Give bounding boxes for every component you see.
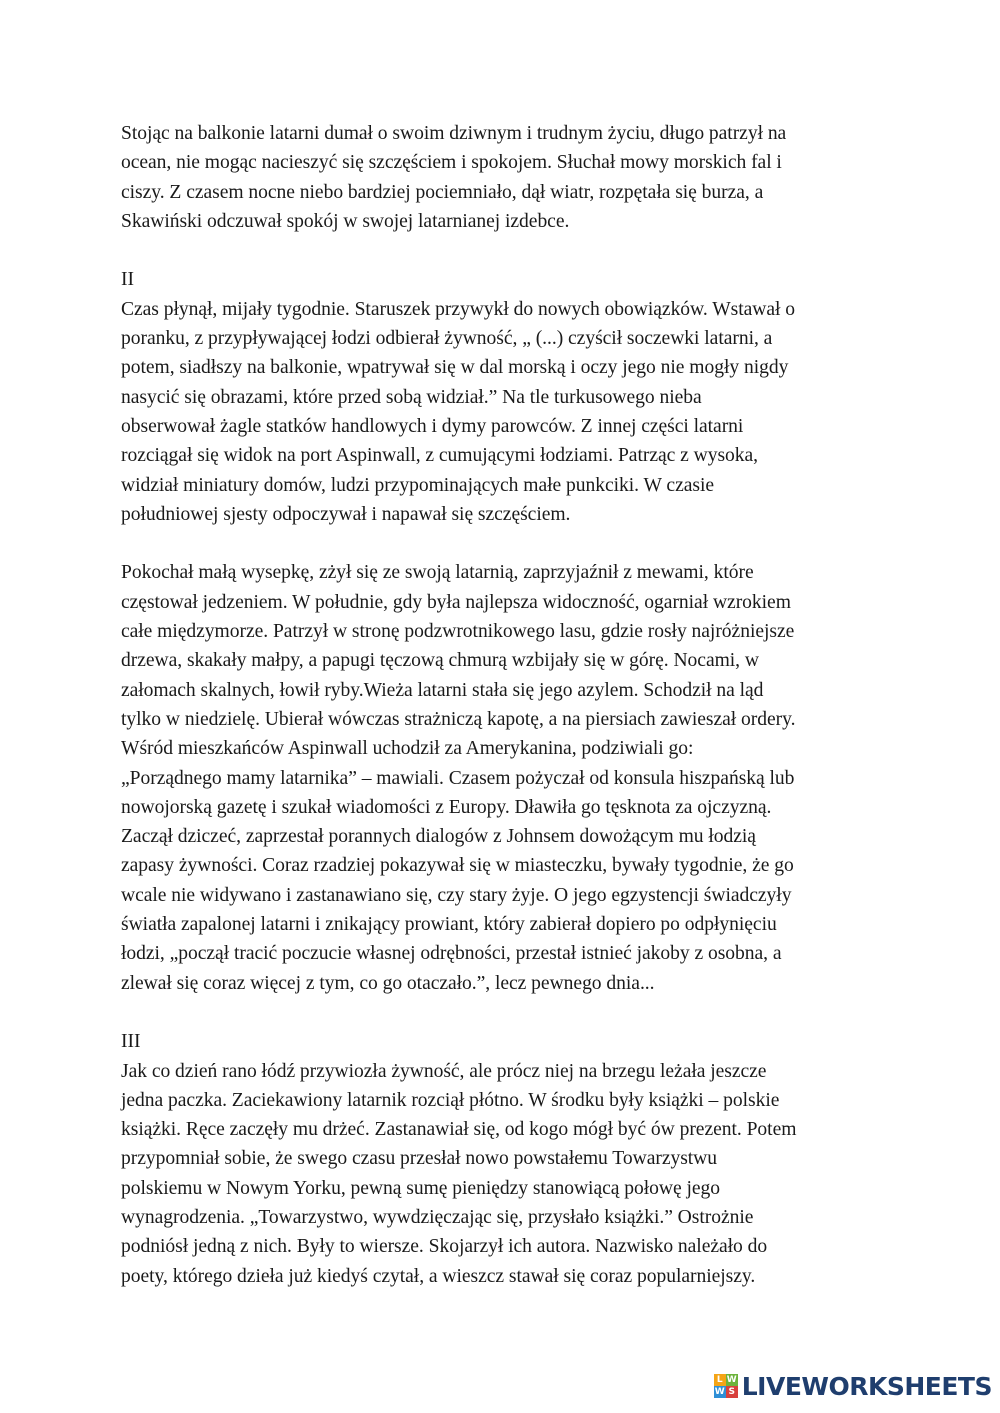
liveworksheets-branding[interactable] <box>714 1371 992 1401</box>
text-line: załomach skalnych, łowił ryby.Wieża latarni stała się jego azylem. Schodził na ląd <box>121 679 764 701</box>
section-heading: II <box>121 269 134 291</box>
text-line: rozciągał się widok na port Aspinwall, z cumującymi łodziami. Patrząc z wysoka, <box>121 445 759 467</box>
text-line: południowej sjesty odpoczywał i napawał się szczęściem. <box>121 503 571 525</box>
text-line: potem, siadłszy na balkonie, wpatrywał się w dal morską i oczy jego nie mogły nigdy <box>121 357 789 379</box>
text-line: obserwował żagle statków handlowych i dymy parowców. Z innej części latarni <box>121 415 744 437</box>
text-line: nowojorską gazetę i szukał wiadomości z Europy. Dławiła go tęsknota za ojczyzną. <box>121 796 772 818</box>
text-line: wynagrodzenia. „Towarzystwo, wywdzięczając się, przysłało książki.” Ostrożnie <box>121 1206 754 1228</box>
text-line: drzewa, skakały małpy, a papugi tęczową chmurą wzbijały się w górę. Nocami, w <box>121 650 759 672</box>
text-line: całe międzymorze. Patrzył w stronę podzwrotnikowego lasu, gdzie rosły najróżniejsze <box>121 621 795 643</box>
paragraph <box>121 1027 891 1291</box>
paragraph-spacer <box>121 998 891 1027</box>
text-line: jedna paczka. Zaciekawiony latarnik rozciął płótno. W środku były książki – polskie <box>121 1089 780 1111</box>
text-line: światła zapalonej latarni i znikający prowiant, który zabierał dopiero po odpłynięciu <box>121 914 777 936</box>
text-line: Wśród mieszkańców Aspinwall uchodził za Amerykanina, podziwiali go: <box>121 738 694 760</box>
text-line: książki. Ręce zaczęły mu drżeć. Zastanawiał się, od kogo mógł być ów prezent. Potem <box>121 1119 797 1141</box>
section-heading: III <box>121 1031 141 1053</box>
text-line: poety, którego dzieła już kiedyś czytał, a wieszcz stawał się coraz popularniejszy. <box>121 1265 756 1287</box>
text-line: Jak co dzień rano łódź przywiozła żywność, ale prócz niej na brzegu leżała jeszcze <box>121 1060 767 1082</box>
text-line: Zaczął dziczeć, zaprzestał porannych dialogów z Johnsem dowożącym mu łodzią <box>121 826 756 848</box>
document-body <box>121 119 891 1291</box>
text-line: podniósł jedną z nich. Były to wiersze. Skojarzył ich autora. Nazwisko należało do <box>121 1236 768 1258</box>
text-line: wcale nie widywano i zastanawiano się, czy stary żyje. O jego egzystencji świadczyły <box>121 884 792 906</box>
logo-tile: S <box>726 1386 738 1398</box>
text-line: nasycić się obrazami, które przed sobą widział.” Na tle turkusowego nieba <box>121 386 702 408</box>
paragraph-spacer <box>121 236 891 265</box>
text-line: widział miniatury domów, ludzi przypominających małe punkciki. W czasie <box>121 474 714 496</box>
liveworksheets-logo-icon <box>714 1374 738 1398</box>
text-line: częstował jedzeniem. W południe, gdy była najlepsza widoczność, ogarniał wzrokiem <box>121 591 791 613</box>
paragraph-spacer <box>121 529 891 558</box>
text-line: Stojąc na balkonie latarni dumał o swoim dziwnym i trudnym życiu, długo patrzył na <box>121 123 787 144</box>
text-line: zapasy żywności. Coraz rzadziej pokazywał się w miasteczku, bywały tygodnie, że go <box>121 855 794 877</box>
text-line: ocean, nie mogąc nacieszyć się szczęściem i spokojem. Słuchał mowy morskich fal i <box>121 152 782 174</box>
logo-tile: W <box>714 1387 725 1397</box>
text-line: Skawiński odczuwał spokój w swojej latarnianej izdebce. <box>121 210 570 232</box>
logo-tile: W <box>726 1375 737 1385</box>
text-line: Czas płynął, mijały tygodnie. Staruszek przywykł do nowych obowiązków. Wstawał o <box>121 298 796 320</box>
text-line: łodzi, „począł tracić poczucie własnej odrębności, przestał istnieć jakoby z osobna, a <box>121 943 782 965</box>
text-line: zlewał się coraz więcej z tym, co go otaczało.”, lecz pewnego dnia... <box>121 972 655 994</box>
paragraph <box>121 265 891 529</box>
text-line: tylko w niedzielę. Ubierał wówczas strażniczą kapotę, a na piersiach zawieszał ordery. <box>121 708 796 730</box>
paragraph <box>121 119 891 236</box>
text-line: przypomniał sobie, że swego czasu przesłał nowo powstałemu Towarzystwu <box>121 1148 718 1170</box>
text-line: polskiemu w Nowym Yorku, pewną sumę pieniędzy stanowiącą połowę jego <box>121 1177 721 1199</box>
text-line: poranku, z przypływającej łodzi odbierał żywność, „ (...) czyścił soczewki latarni, a <box>121 328 773 350</box>
text-line: Pokochał małą wysepkę, zżył się ze swoją latarnią, zaprzyjaźnił z mewami, które <box>121 562 754 584</box>
brand-name: LIVEWORKSHEETS <box>741 1371 992 1401</box>
text-line: „Porządnego mamy latarnika” – mawiali. Czasem pożyczał od konsula hiszpańską lub <box>121 767 795 789</box>
logo-tile: L <box>714 1374 726 1386</box>
text-line: ciszy. Z czasem nocne niebo bardziej pociemniało, dął wiatr, rozpętała się burza, a <box>121 181 764 203</box>
paragraph <box>121 558 891 997</box>
